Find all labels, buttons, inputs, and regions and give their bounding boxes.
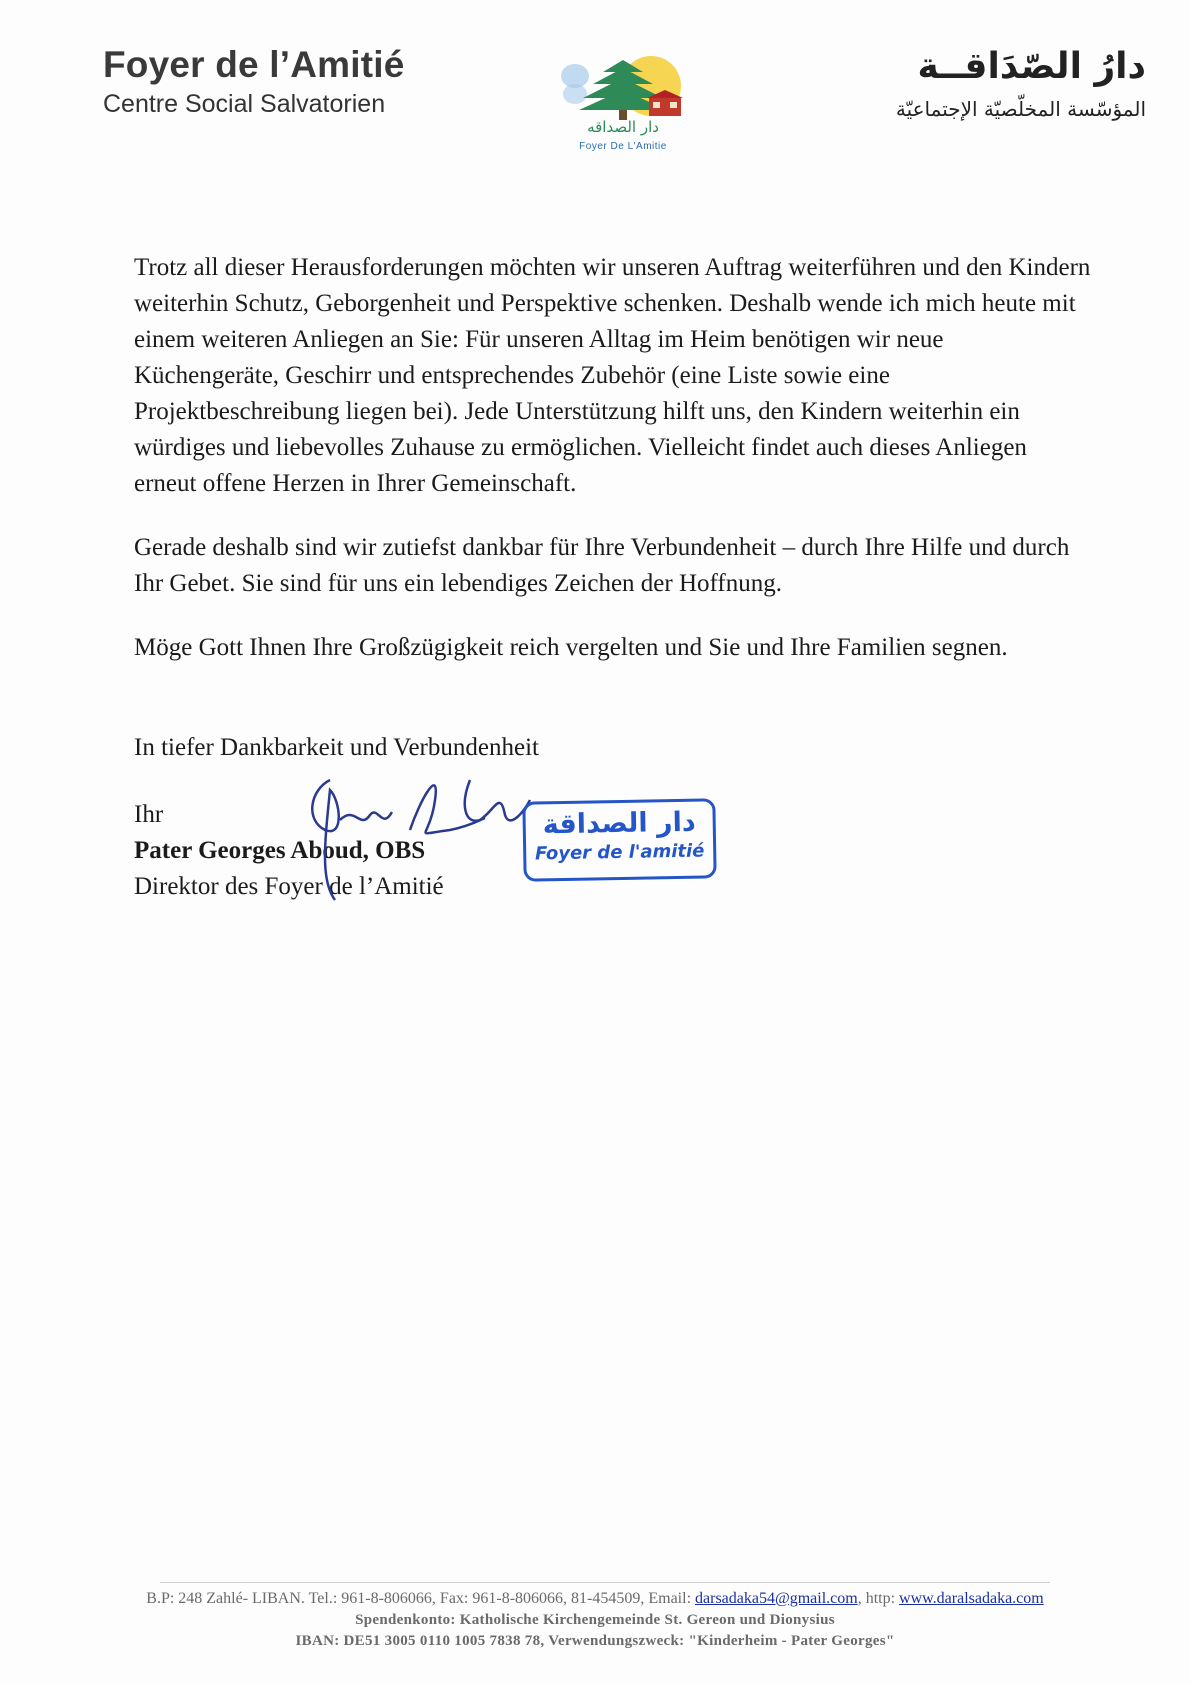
logo-caption-arabic: دار الصداقه: [587, 118, 659, 136]
organization-name: Foyer de l’Amitié: [103, 44, 405, 85]
letterhead-right: [896, 46, 1146, 121]
footer-divider: [160, 1582, 1050, 1583]
salutation: Ihr: [134, 801, 164, 828]
closing-line: In tiefer Dankbarkeit und Verbundenheit: [134, 734, 539, 761]
organization-name-arabic: دارُ الصّدَاقــة: [917, 46, 1146, 87]
footer-website-link[interactable]: www.daralsadaka.com: [899, 1590, 1044, 1607]
organization-subtitle: Centre Social Salvatorien: [103, 90, 386, 118]
signer-title: Direktor des Foyer de l’Amitié: [134, 873, 444, 900]
footer-http-label: , http:: [857, 1590, 896, 1607]
organization-stamp: [522, 798, 716, 881]
organization-subtitle-arabic: المؤسّسة المخلّصيّة الإجتماعيّة: [895, 97, 1146, 121]
footer-address: B.P: 248 Zahlé- LIBAN. Tel.: 961-8-806066, Fax: 961-8-806066, 81-454509, Email:: [146, 1590, 692, 1607]
body-paragraph: Gerade deshalb sind wir zutiefst dankbar für Ihre Verbundenheit – durch Ihre Hilfe und durch Ihr Gebet. Sie sind für uns ein lebendiges Zeichen der Hoffnung.: [134, 534, 1070, 597]
logo-caption: Foyer De L'Amitie: [579, 141, 667, 152]
footer-email-link[interactable]: darsadaka54@gmail.com: [695, 1590, 858, 1607]
body-paragraph: Trotz all dieser Herausforderungen möchten wir unseren Auftrag weiterführen und den Kindern weiterhin Schutz, Geborgenheit und Perspektive schenken. Deshalb wende ich mich heute mit einem weiteren Anliegen an Sie: Für unseren Alltag im Heim benötigen wir neue Küchengeräte, Geschirr und entsprechendes Zubehör (eine Liste sowie eine Projektbeschreibung liegen bei). Jede Unterstützung hilft uns, den Kindern weiterhin ein würdiges und liebevolles Zuhause zu ermöglichen. Vielleicht findet auch dieses Anliegen erneut offene Herzen in Ihrer Gemeinschaft.: [134, 254, 1091, 497]
footer: [80, 1588, 1110, 1652]
footer-contact-line: [80, 1588, 1110, 1610]
letterhead-left: [103, 44, 405, 119]
body-paragraph: Möge Gott Ihnen Ihre Großzügigkeit reich vergelten und Sie und Ihre Familien segnen.: [134, 634, 1008, 661]
stamp-text-arabic: دار الصداقة: [542, 806, 696, 841]
letter-body: [134, 250, 1094, 694]
footer-iban-line: IBAN: DE51 3005 0110 1005 7838 78, Verwendungszweck: "Kinderheim - Pater Georges": [295, 1633, 895, 1649]
signer-name: Pater Georges Aboud, OBS: [134, 837, 426, 864]
footer-bank-line: Spendenkonto: Katholische Kirchengemeinde St. Gereon und Dionysius: [355, 1612, 835, 1628]
stamp-text-french: Foyer de l'amitié: [534, 840, 705, 865]
